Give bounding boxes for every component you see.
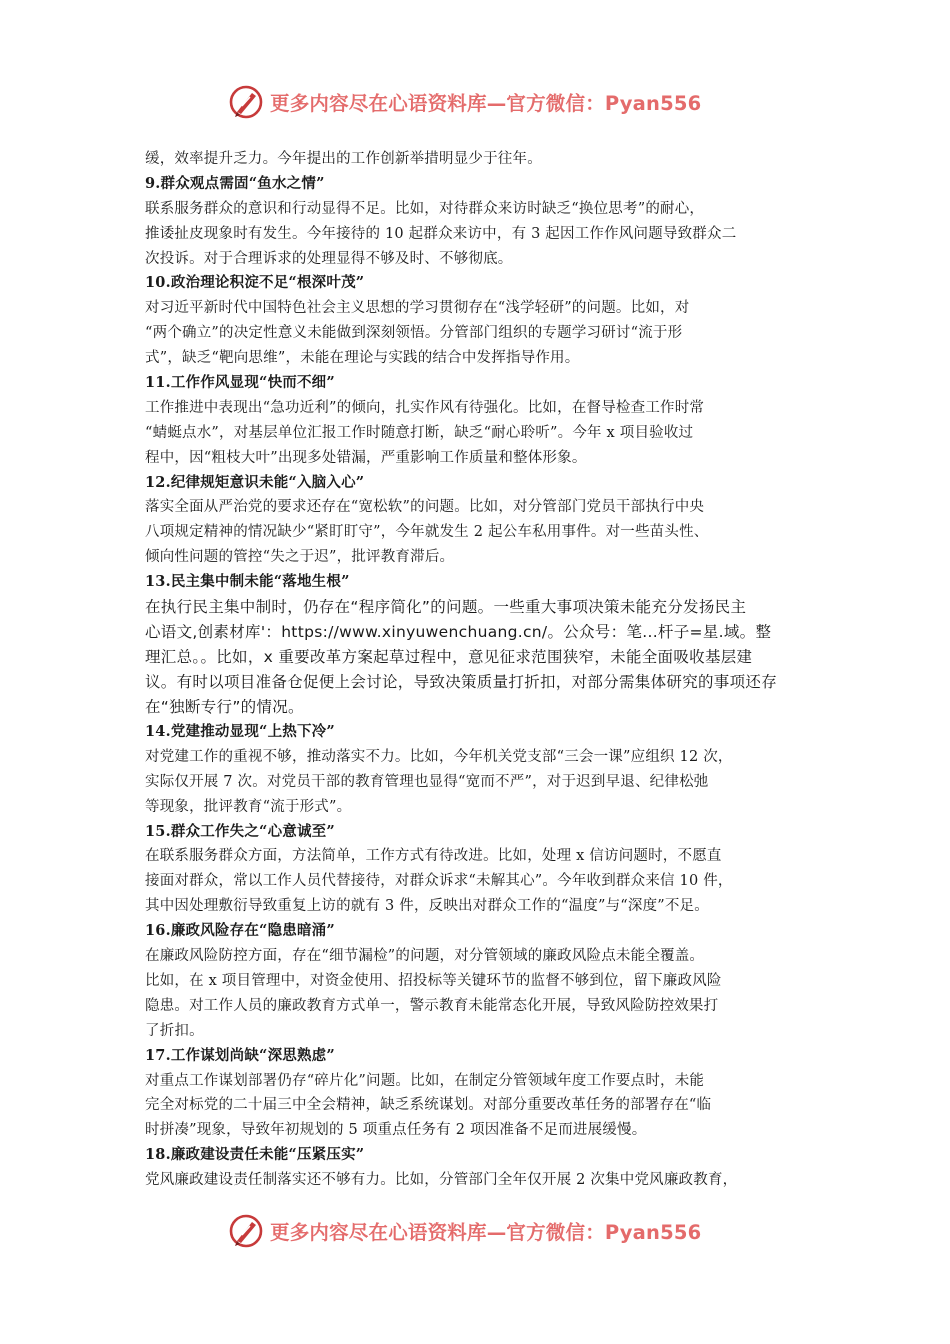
paragraph-line: 了折扣。	[145, 1022, 204, 1039]
pen-nib-logo-icon	[228, 1213, 264, 1249]
paragraph-line: 工作推进中表现出“急功近利”的倾向，扎实作风有待强化。比如，在督导检查工作时常	[145, 399, 705, 416]
paragraph-line: 等现象，批评教育“流于形式”。	[145, 798, 352, 815]
heading-text: 15.群众工作失之“心意诚至”	[145, 822, 335, 840]
section-heading	[145, 471, 810, 496]
paragraph	[145, 147, 810, 172]
heading-text: 18.廉政建设责任未能“压紧压实”	[145, 1146, 365, 1164]
paragraph-line: 推诿扯皮现象时有发生。今年接待的 10 起群众来访中，有 3 起因工作作风问题导致群众二	[145, 225, 737, 242]
document-body	[145, 147, 810, 1193]
heading-text: 12.纪律规矩意识未能“入脑入心”	[145, 473, 365, 491]
heading-text: 17.工作谋划尚缺“深思熟虑”	[145, 1046, 335, 1064]
section-heading	[145, 172, 810, 197]
paragraph-line: “蜻蜓点水”，对基层单位汇报工作时随意打断，缺乏“耐心聆听”。今年 x 项目验收过	[145, 424, 694, 441]
paragraph-line: 对重点工作谋划部署仍存“碎片化”问题。比如，在制定分管领域年度工作要点时，未能	[145, 1072, 705, 1089]
paragraph	[145, 197, 810, 272]
paragraph-line: 对党建工作的重视不够，推动落实不力。比如，今年机关党支部“三会一课”应组织 12 次，	[145, 748, 733, 765]
paragraph-line: 在联系服务群众方面，方法简单，工作方式有待改进。比如，处理 x 信访问题时，不愿直	[145, 848, 722, 865]
heading-text: 14.党建推动显现“上热下冷”	[145, 723, 335, 741]
paragraph-line: 其中因处理敷衍导致重复上访的就有 3 件，反映出对群众工作的“温度”与“深度”不足。	[145, 898, 709, 915]
paragraph-line: 式”，缺乏“靶向思维”，未能在理论与实践的结合中发挥指导作用。	[145, 350, 580, 367]
paragraph	[145, 396, 810, 471]
paragraph-line: 理汇总。。比如，x 重要改革方案起草过程中，意见征求范围狭窄，未能全面吸收基层建	[145, 648, 753, 667]
paragraph-line: 比如，在 x 项目管理中，对资金使用、招投标等关键环节的监督不够到位，留下廉政风险	[145, 972, 722, 989]
pen-nib-logo-icon	[228, 84, 264, 120]
paragraph-line: 落实全面从严治党的要求还存在“宽松软”的问题。比如，对分管部门党员干部执行中央	[145, 499, 705, 516]
heading-text: 11.工作作风显现“快而不细”	[145, 374, 335, 392]
section-heading	[145, 271, 810, 296]
section-heading	[145, 919, 810, 944]
banner-text: 更多内容尽在心语资料库—官方微信：Pyan556	[270, 1221, 702, 1244]
banner-text: 更多内容尽在心语资料库—官方微信：Pyan556	[270, 92, 702, 115]
paragraph-line: 联系服务群众的意识和行动显得不足。比如，对待群众来访时缺乏“换位思考”的耐心，	[145, 200, 705, 217]
paragraph-line: 心语文,创素材库'：https://www.xinyuwenchuang.cn/。公众号：笔...杆子=星.域。整	[145, 623, 772, 642]
paragraph-line: 在执行民主集中制时，仍存在“程序简化”的问题。一些重大事项决策未能充分发扬民主	[145, 598, 747, 617]
paragraph-line: 接面对群众，常以工作人员代替接待，对群众诉求“未解其心”。今年收到群众来信 10 件，	[145, 873, 733, 890]
section-heading	[145, 820, 810, 845]
paragraph	[145, 745, 810, 820]
paragraph	[145, 944, 810, 1044]
paragraph-line: “两个确立”的决定性意义未能做到深刻领悟。分管部门组织的专题学习研讨“流于形	[145, 325, 683, 342]
section-heading	[145, 1044, 810, 1069]
paragraph-line: 八项规定精神的情况缺少“紧盯盯守”，今年就发生 2 起公车私用事件。对一些苗头性、	[145, 524, 709, 541]
paragraph-line: 在廉政风险防控方面，存在“细节漏检”的问题，对分管领域的廉政风险点未能全覆盖。	[145, 948, 705, 965]
paragraph-line: 党风廉政建设责任制落实还不够有力。比如，分管部门全年仅开展 2 次集中党风廉政教育，	[145, 1172, 738, 1189]
section-heading	[145, 720, 810, 745]
heading-text: 10.政治理论积淀不足“根深叶茂”	[145, 274, 365, 292]
paragraph-line: 完全对标党的二十届三中全会精神，缺乏系统谋划。对部分重要改革任务的部署存在“临	[145, 1097, 712, 1114]
paragraph-line: 隐患。对工作人员的廉政教育方式单一，警示教育未能常态化开展，导致风险防控效果打	[145, 997, 719, 1014]
section-heading	[145, 371, 810, 396]
paragraph	[145, 495, 810, 570]
footer-banner	[0, 1209, 950, 1253]
paragraph-line: 倾向性问题的管控“失之于迟”，批评教育滞后。	[145, 549, 455, 566]
paragraph-line: 议。有时以项目准备仓促便上会讨论，导致决策质量打折扣，对部分需集体研究的事项还存	[145, 673, 778, 692]
paragraph-line: 缓，效率提升乏力。今年提出的工作创新举措明显少于往年。	[145, 151, 542, 167]
paragraph	[145, 296, 810, 371]
paragraph-line: 实际仅开展 7 次。对党员干部的教育管理也显得“宽而不严”，对于迟到早退、纪律松弛	[145, 773, 709, 790]
heading-text: 9.群众观点需固“鱼水之情”	[145, 174, 325, 192]
paragraph	[145, 1168, 810, 1193]
paragraph-line: 时拼凑”现象，导致年初规划的 5 项重点任务有 2 项因准备不足而进展缓慢。	[145, 1122, 647, 1139]
heading-text: 16.廉政风险存在“隐患暗涌”	[145, 922, 335, 940]
paragraph-line: 在“独断专行”的情况。	[145, 698, 304, 717]
heading-text: 13.民主集中制未能“落地生根”	[145, 573, 350, 591]
paragraph-line: 程中，因“粗枝大叶”出现多处错漏，严重影响工作质量和整体形象。	[145, 449, 587, 466]
paragraph	[145, 844, 810, 919]
section-heading	[145, 1143, 810, 1168]
paragraph	[145, 595, 810, 720]
header-banner	[0, 80, 950, 124]
paragraph-line: 次投诉。对于合理诉求的处理显得不够及时、不够彻底。	[145, 250, 513, 267]
section-heading	[145, 570, 810, 595]
paragraph-line: 对习近平新时代中国特色社会主义思想的学习贯彻存在“浅学轻研”的问题。比如，对	[145, 300, 690, 317]
paragraph	[145, 1069, 810, 1144]
